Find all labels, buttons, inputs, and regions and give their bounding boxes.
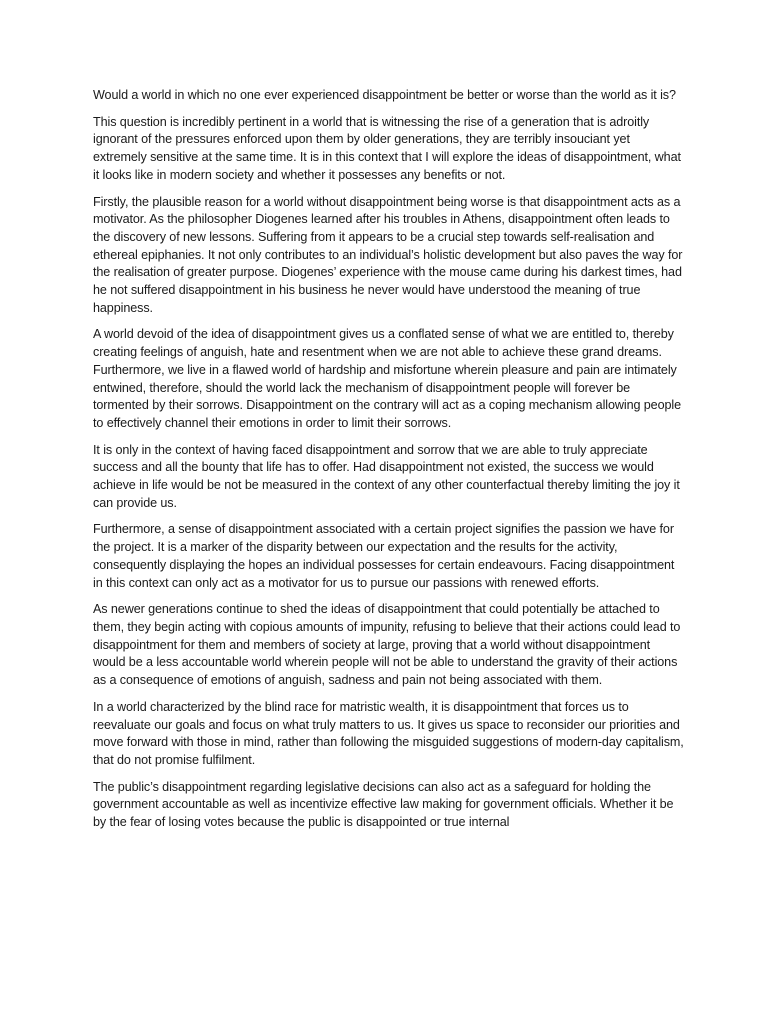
paragraph-introduction: This question is incredibly pertinent in a world that is witnessing the rise of a generation that is adroitly ignorant of the pressures enforced upon them by older generations, they are terribly insouciant yet extremely sensitive at the same time. It is in this context that I will explore the ideas of disappointment, what it looks like in modern society and whether it possesses any benefits or not.: [93, 114, 681, 182]
paragraph-passion: Furthermore, a sense of disappointment associated with a certain project signifies the passion we have for the project. It is a marker of the disparity between our expectation and the results for the activity, consequently displaying the hopes an individual possesses for certain endeavours. Facing disappointment in this context can only act as a motivator for us to pursue our passions with renewed efforts.: [93, 522, 675, 590]
essay-question: Would a world in which no one ever experienced disappointment be better or worse than the world as it is?: [93, 88, 676, 102]
paragraph-appreciation: It is only in the context of having faced disappointment and sorrow that we are able to truly appreciate success and all the bounty that life has to offer. Had disappointment not existed, the success we would achieve in life would be not be measured in the context of any other counterfactual thereby limiting the joy it can provide us.: [93, 442, 680, 510]
paragraph-motivator: Firstly, the plausible reason for a world without disappointment being worse is that disappointment acts as a motivator. As the philosopher Diogenes learned after his troubles in Athens, disappointment often leads to the discovery of new lessons. Suffering from it appears to be a crucial step towards self-realisation and ethereal epiphanies. It not only contributes to an individual’s holistic development but also paves the way for the realisation of greater purpose. Diogenes’ experience with the mouse came during his darkest times, had he not suffered disappointment in his business he never would have understood the meaning of true happiness.: [93, 194, 683, 315]
paragraph-government: The public’s disappointment regarding legislative decisions can also act as a safeguard for holding the government accountable as well as incentivize effective law making for government officials. Whether it be by the fear of losing votes because the public is disappointed or true internal: [93, 779, 674, 830]
paragraph-wealth: In a world characterized by the blind race for matristic wealth, it is disappointment that forces us to reevaluate our goals and focus on what truly matters to us. It gives us space to reconsider our priorities and move forward with those in mind, rather than following the misguided suggestions of modern-day capitalism, that do not promise fulfilment.: [93, 699, 684, 767]
document-page: [93, 87, 685, 841]
paragraph-accountability: As newer generations continue to shed the ideas of disappointment that could potentially be attached to them, they begin acting with copious amounts of impunity, refusing to believe that their actions could lead to disappointment for them and members of society at large, proving that a world without disappointment would be a less accountable world wherein people will not be able to understand the gravity of their actions as a consequence of emotions of anguish, sadness and pain not being associated with them.: [93, 602, 681, 688]
paragraph-entitlement: A world devoid of the idea of disappointment gives us a conflated sense of what we are entitled to, thereby creating feelings of anguish, hate and resentment when we are not able to achieve these grand dreams. Furthermore, we live in a flawed world of hardship and misfortune wherein pleasure and pain are intimately entwined, therefore, should the world lack the mechanism of disappointment people will forever be tormented by their sorrows. Disappointment on the contrary will act as a coping mechanism allowing people to effectively channel their emotions in order to limit their sorrows.: [93, 327, 681, 430]
